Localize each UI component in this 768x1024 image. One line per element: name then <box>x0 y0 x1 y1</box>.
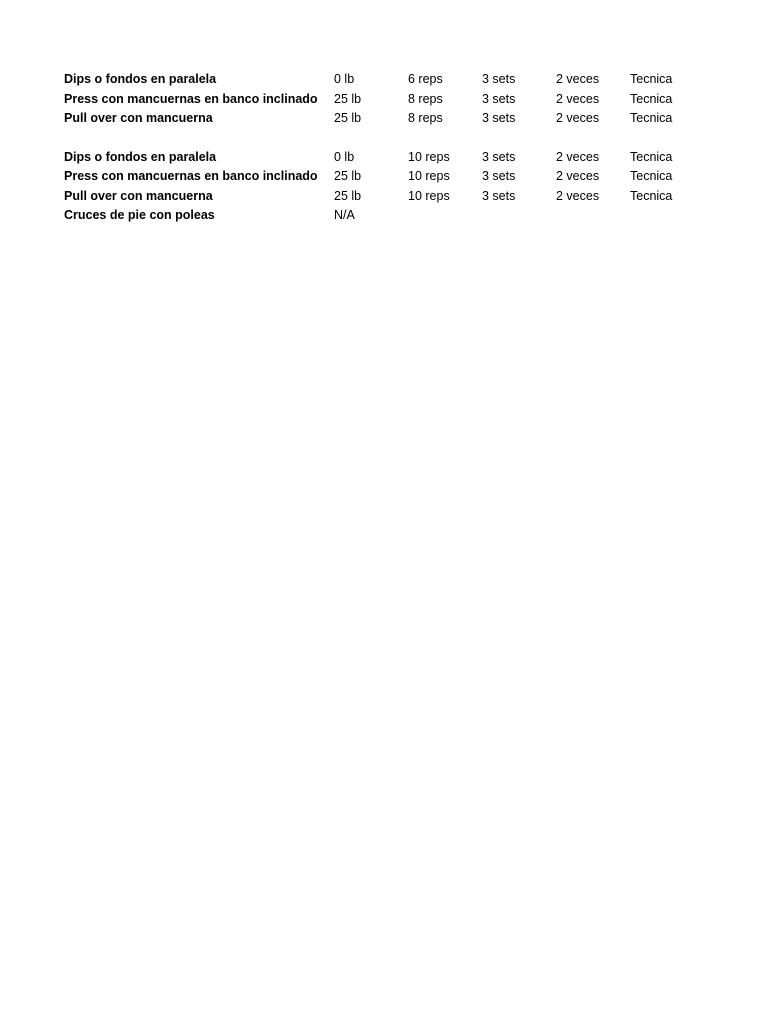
note-value: Tecnica <box>630 149 673 164</box>
note-value: Tecnica <box>630 111 673 125</box>
times-value <box>556 206 630 226</box>
workout-sheet <box>64 70 724 226</box>
sets-value: 3 sets <box>482 169 516 183</box>
note-value: Tecnica <box>630 169 673 183</box>
times-value: 2 veces <box>556 72 600 86</box>
times-value: 2 veces <box>556 91 600 106</box>
times-value: 2 veces <box>556 188 600 203</box>
exercise-name: Pull over con mancuerna <box>64 111 213 125</box>
table-row <box>64 70 724 90</box>
exercise-name: Press con mancuernas en banco inclinado <box>64 169 318 183</box>
times-value: 2 veces <box>556 111 600 125</box>
reps-value: 10 reps <box>408 188 450 203</box>
exercise-name: Press con mancuernas en banco inclinado <box>64 91 318 106</box>
reps-value: 10 reps <box>408 169 450 183</box>
table-row <box>64 167 724 187</box>
table-row <box>64 109 724 129</box>
reps-value: 10 reps <box>408 149 450 164</box>
exercise-name: Dips o fondos en paralela <box>64 72 217 86</box>
weight-value: 25 lb <box>334 169 362 183</box>
reps-value: 6 reps <box>408 72 443 86</box>
sets-value: 3 sets <box>482 188 516 203</box>
reps-value: 8 reps <box>408 111 443 125</box>
exercise-name: Cruces de pie con poleas <box>64 208 215 222</box>
sets-value: 3 sets <box>482 72 516 86</box>
note-value: Tecnica <box>630 91 673 106</box>
workout-block-1 <box>64 70 724 129</box>
exercise-name: Pull over con mancuerna <box>64 188 213 203</box>
weight-value: N/A <box>334 208 355 222</box>
table-row <box>64 90 724 110</box>
sets-value: 3 sets <box>482 111 516 125</box>
weight-value: 25 lb <box>334 91 362 106</box>
weight-value: 0 lb <box>334 72 355 86</box>
note-value: Tecnica <box>630 188 673 203</box>
weight-value: 25 lb <box>334 111 362 125</box>
workout-block-2 <box>64 148 724 226</box>
note-value <box>630 206 710 226</box>
reps-value <box>408 206 482 226</box>
sets-value <box>482 206 556 226</box>
exercise-name: Dips o fondos en paralela <box>64 149 217 164</box>
weight-value: 0 lb <box>334 149 355 164</box>
reps-value: 8 reps <box>408 91 443 106</box>
table-row <box>64 187 724 207</box>
times-value: 2 veces <box>556 149 600 164</box>
weight-value: 25 lb <box>334 188 362 203</box>
table-row <box>64 148 724 168</box>
table-row <box>64 206 724 226</box>
times-value: 2 veces <box>556 169 600 183</box>
sets-value: 3 sets <box>482 149 516 164</box>
note-value: Tecnica <box>630 72 673 86</box>
sets-value: 3 sets <box>482 91 516 106</box>
